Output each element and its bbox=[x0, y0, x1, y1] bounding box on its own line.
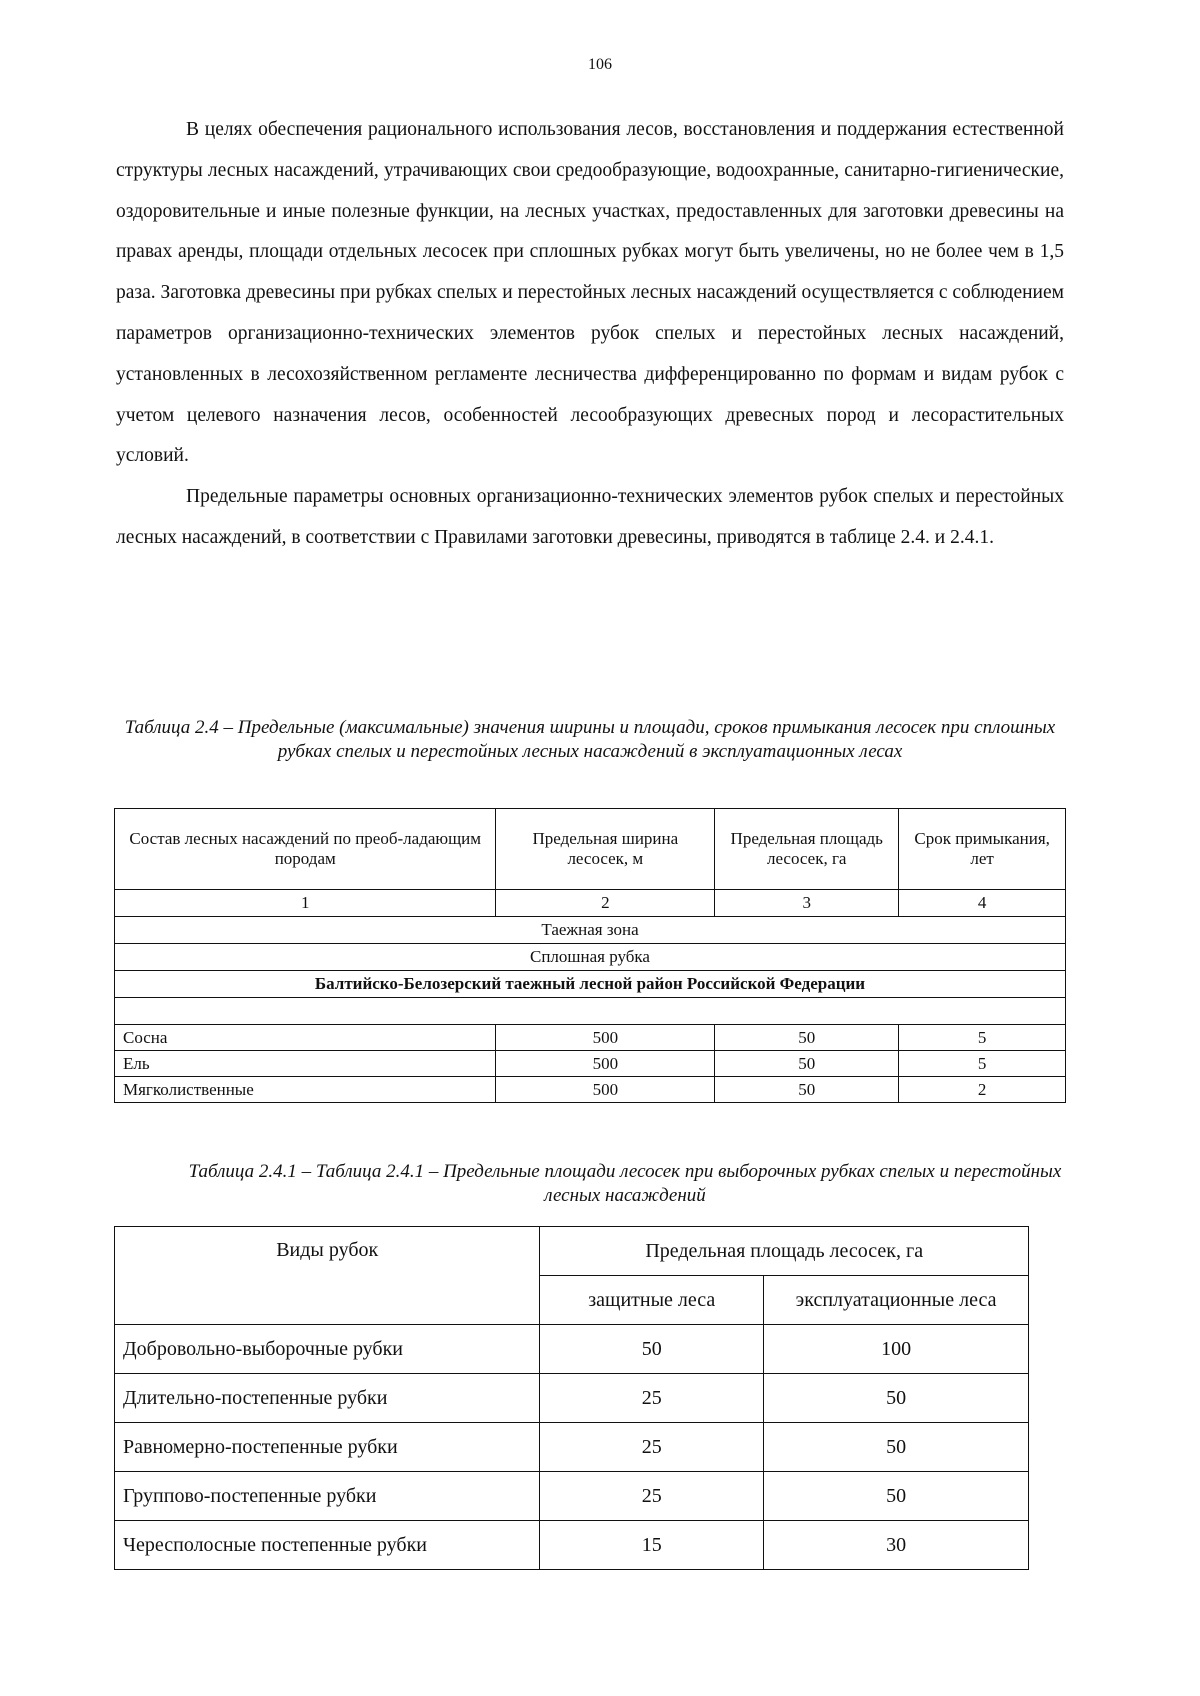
protective-cell: 50 bbox=[540, 1325, 764, 1374]
species-cell: Сосна bbox=[115, 1025, 496, 1051]
zone-label: Таежная зона bbox=[115, 917, 1066, 944]
column-header: Состав лесных насаждений по преоб-ладающим породам bbox=[115, 809, 496, 890]
kind-cell: Чересполосные постепенные рубки bbox=[115, 1521, 540, 1570]
kind-cell: Равномерно-постепенные рубки bbox=[115, 1423, 540, 1472]
body-text bbox=[116, 110, 1064, 559]
area-cell: 50 bbox=[715, 1025, 899, 1051]
width-cell: 500 bbox=[496, 1077, 715, 1103]
column-header: Предельная площадь лесосек, га bbox=[715, 809, 899, 890]
region-row bbox=[115, 971, 1066, 998]
exploitation-cell: 50 bbox=[764, 1374, 1029, 1423]
empty-row bbox=[115, 998, 1066, 1025]
column-header: Виды рубок bbox=[115, 1227, 540, 1325]
cutting-limits-table bbox=[114, 808, 1066, 1103]
column-number: 2 bbox=[496, 890, 715, 917]
column-header: эксплуатационные леса bbox=[764, 1276, 1029, 1325]
column-header: Предельная ширина лесосек, м bbox=[496, 809, 715, 890]
table-row bbox=[115, 1077, 1066, 1103]
table-row bbox=[115, 1521, 1029, 1570]
column-number-row bbox=[115, 890, 1066, 917]
column-header: Срок примыкания, лет bbox=[899, 809, 1066, 890]
term-cell: 5 bbox=[899, 1051, 1066, 1077]
page-number: 106 bbox=[588, 56, 612, 73]
table-header-row bbox=[115, 809, 1066, 890]
kind-cell: Добровольно-выборочные рубки bbox=[115, 1325, 540, 1374]
column-header: Предельная площадь лесосек, га bbox=[540, 1227, 1029, 1276]
paragraph: Предельные параметры основных организационно-технических элементов рубок спелых и перестойных лесных насаждений, в соответствии с Правилами заготовки древесины, приводятся в таблице 2.4. и 2.4.1. bbox=[116, 486, 1064, 548]
selective-cutting-table bbox=[114, 1226, 1029, 1570]
exploitation-cell: 100 bbox=[764, 1325, 1029, 1374]
table-row bbox=[115, 1051, 1066, 1077]
column-number: 4 bbox=[899, 890, 1066, 917]
kind-cell: Группово-постепенные рубки bbox=[115, 1472, 540, 1521]
area-cell: 50 bbox=[715, 1051, 899, 1077]
table-caption: Таблица 2.4 – Предельные (максимальные) значения ширины и площади, сроков примыкания лесосек при сплошных рубках спелых и перестойных лесных насаждений в эксплуатационных лесах bbox=[124, 717, 1056, 762]
area-cell: 50 bbox=[715, 1077, 899, 1103]
exploitation-cell: 50 bbox=[764, 1423, 1029, 1472]
table-row bbox=[115, 1025, 1066, 1051]
zone-row bbox=[115, 917, 1066, 944]
table-header-row bbox=[115, 1227, 1029, 1276]
table-row bbox=[115, 1325, 1029, 1374]
table-row bbox=[115, 1374, 1029, 1423]
table-caption: Таблица 2.4.1 – Таблица 2.4.1 – Предельные площади лесосек при выборочных рубках спелых и перестойных лесных насаждений bbox=[188, 1161, 1062, 1206]
term-cell: 2 bbox=[899, 1077, 1066, 1103]
column-header: защитные леса bbox=[540, 1276, 764, 1325]
species-cell: Мягколиственные bbox=[115, 1077, 496, 1103]
species-cell: Ель bbox=[115, 1051, 496, 1077]
protective-cell: 15 bbox=[540, 1521, 764, 1570]
table-row bbox=[115, 1423, 1029, 1472]
exploitation-cell: 50 bbox=[764, 1472, 1029, 1521]
width-cell: 500 bbox=[496, 1025, 715, 1051]
empty-cell bbox=[115, 998, 1066, 1025]
term-cell: 5 bbox=[899, 1025, 1066, 1051]
protective-cell: 25 bbox=[540, 1423, 764, 1472]
exploitation-cell: 30 bbox=[764, 1521, 1029, 1570]
cutting-type-label: Сплошная рубка bbox=[115, 944, 1066, 971]
paragraph: В целях обеспечения рационального использования лесов, восстановления и поддержания естественной структуры лесных насаждений, утрачивающих свои средообразующие, водоохранные, санитарно-гигиенические, оздоровительные и иные полезные функции, на лесных участках, предоставленных для заготовки древесины на правах аренды, площади отдельных лесосек при сплошных рубках могут быть увеличены, но не более чем в 1,5 раза. Заготовка древесины при рубках спелых и перестойных лесных насаждений осуществляется с соблюдением параметров организационно-технических элементов рубок спелых и перестойных лесных насаждений, установленных в лесохозяйственном регламенте лесничества дифференцированно по формам и видам рубок с учетом целевого назначения лесов, особенностей лесообразующих древесных пород и лесорастительных условий. bbox=[116, 119, 1064, 467]
cutting-type-row bbox=[115, 944, 1066, 971]
protective-cell: 25 bbox=[540, 1374, 764, 1423]
column-number: 1 bbox=[115, 890, 496, 917]
column-number: 3 bbox=[715, 890, 899, 917]
width-cell: 500 bbox=[496, 1051, 715, 1077]
protective-cell: 25 bbox=[540, 1472, 764, 1521]
kind-cell: Длительно-постепенные рубки bbox=[115, 1374, 540, 1423]
table-row bbox=[115, 1472, 1029, 1521]
region-label: Балтийско-Белозерский таежный лесной район Российской Федерации bbox=[115, 971, 1066, 998]
